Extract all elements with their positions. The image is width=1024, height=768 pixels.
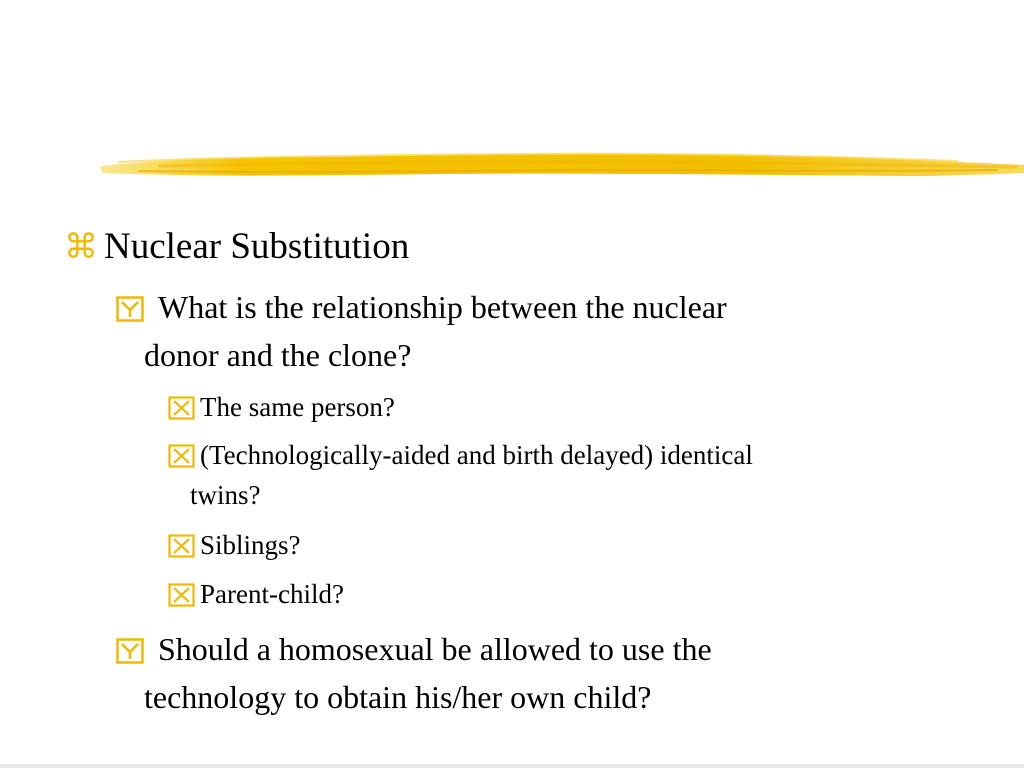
crossed-box-icon xyxy=(168,444,196,473)
bullet-text-line-2: twins? xyxy=(190,480,261,510)
bullet-text: Nuclear Substitution xyxy=(104,226,410,267)
bullet-text-line-2: technology to obtain his/her own child? xyxy=(144,679,652,715)
crossed-box-icon xyxy=(168,534,196,563)
crossed-box-icon xyxy=(168,396,196,425)
bullet-text: Parent-child? xyxy=(200,579,344,609)
bullet-item-nuclear-substitution xyxy=(64,228,409,265)
brush-stroke-divider xyxy=(98,140,1024,190)
command-key-icon: ⌘ xyxy=(64,227,98,267)
bullet-text-line-1: What is the relationship between the nuclear xyxy=(158,289,727,325)
bullet-text-line-1: (Technologically-aided and birth delayed) identical xyxy=(200,440,753,470)
checked-box-icon xyxy=(116,637,144,669)
checked-box-icon xyxy=(116,295,144,327)
bullet-text-line-1: Should a homosexual be allowed to use the xyxy=(158,631,712,667)
bullet-text-line-2: donor and the clone? xyxy=(144,337,412,373)
bullet-text: The same person? xyxy=(200,392,395,422)
bullet-text: Siblings? xyxy=(200,530,301,560)
bottom-edge-rule xyxy=(0,764,1024,768)
crossed-box-icon xyxy=(168,583,196,612)
